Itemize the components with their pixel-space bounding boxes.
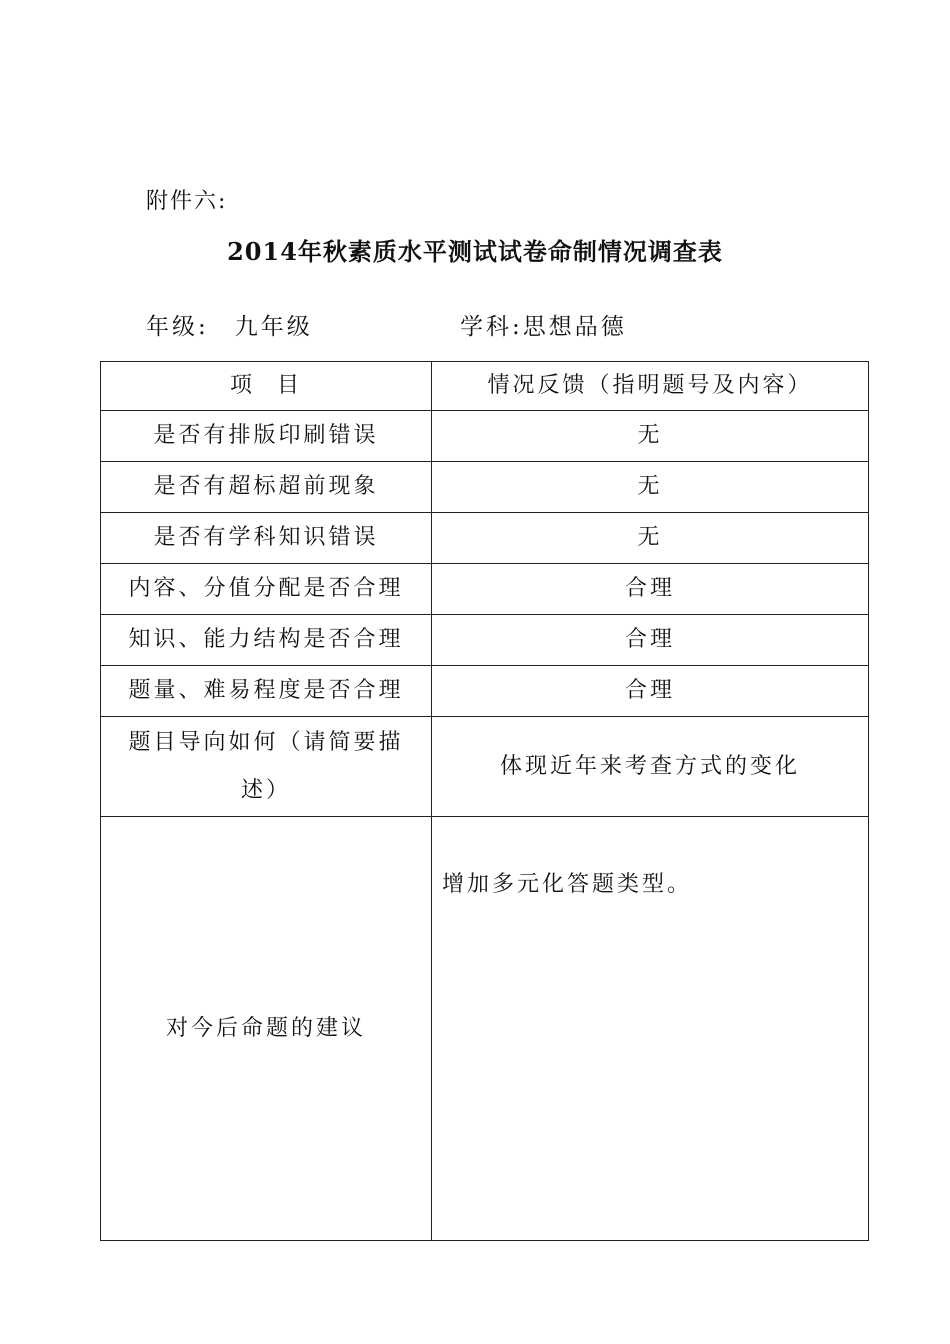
- row-value-cell: 合理: [432, 666, 869, 717]
- subject-line: [460, 308, 627, 341]
- table-row: [101, 717, 869, 817]
- table-row: [101, 615, 869, 666]
- row-item-cell: 题目导向如何（请简要描述）: [101, 717, 432, 817]
- table-row: [101, 817, 869, 1241]
- row-item-cell: 对今后命题的建议: [101, 817, 432, 1241]
- table-row: [101, 564, 869, 615]
- row-value-cell: 合理: [432, 615, 869, 666]
- row-value-cell: 合理: [432, 564, 869, 615]
- attachment-label: 附件六:: [146, 189, 228, 214]
- row-value-cell: 无: [432, 462, 869, 513]
- row-item-cell: 题量、难易程度是否合理: [101, 666, 432, 717]
- subject-label: 学科:: [460, 314, 523, 340]
- table-header-row: [101, 362, 869, 411]
- table-row: [101, 513, 869, 564]
- table-row: [101, 411, 869, 462]
- grade-line: [146, 308, 313, 341]
- row-item-cell: 是否有超标超前现象: [101, 462, 432, 513]
- header-feedback-cell: 情况反馈（指明题号及内容）: [432, 362, 869, 411]
- table-row: [101, 462, 869, 513]
- row-value-cell: 增加多元化答题类型。: [432, 817, 869, 1241]
- row-value-cell: 无: [432, 411, 869, 462]
- grade-label: 年级:: [146, 314, 209, 340]
- row-value-cell: 体现近年来考查方式的变化: [432, 717, 869, 817]
- header-item-cell: 项 目: [101, 362, 432, 411]
- survey-table: [100, 361, 869, 1241]
- document-title: 2014年秋素质水平测试试卷命制情况调查表: [227, 237, 723, 266]
- subject-value: 思想品德: [522, 314, 627, 340]
- grade-value: 九年级: [234, 314, 313, 340]
- row-item-cell: 内容、分值分配是否合理: [101, 564, 432, 615]
- row-item-cell: 是否有学科知识错误: [101, 513, 432, 564]
- table-row: [101, 666, 869, 717]
- row-value-cell: 无: [432, 513, 869, 564]
- row-item-cell: 是否有排版印刷错误: [101, 411, 432, 462]
- row-item-cell: 知识、能力结构是否合理: [101, 615, 432, 666]
